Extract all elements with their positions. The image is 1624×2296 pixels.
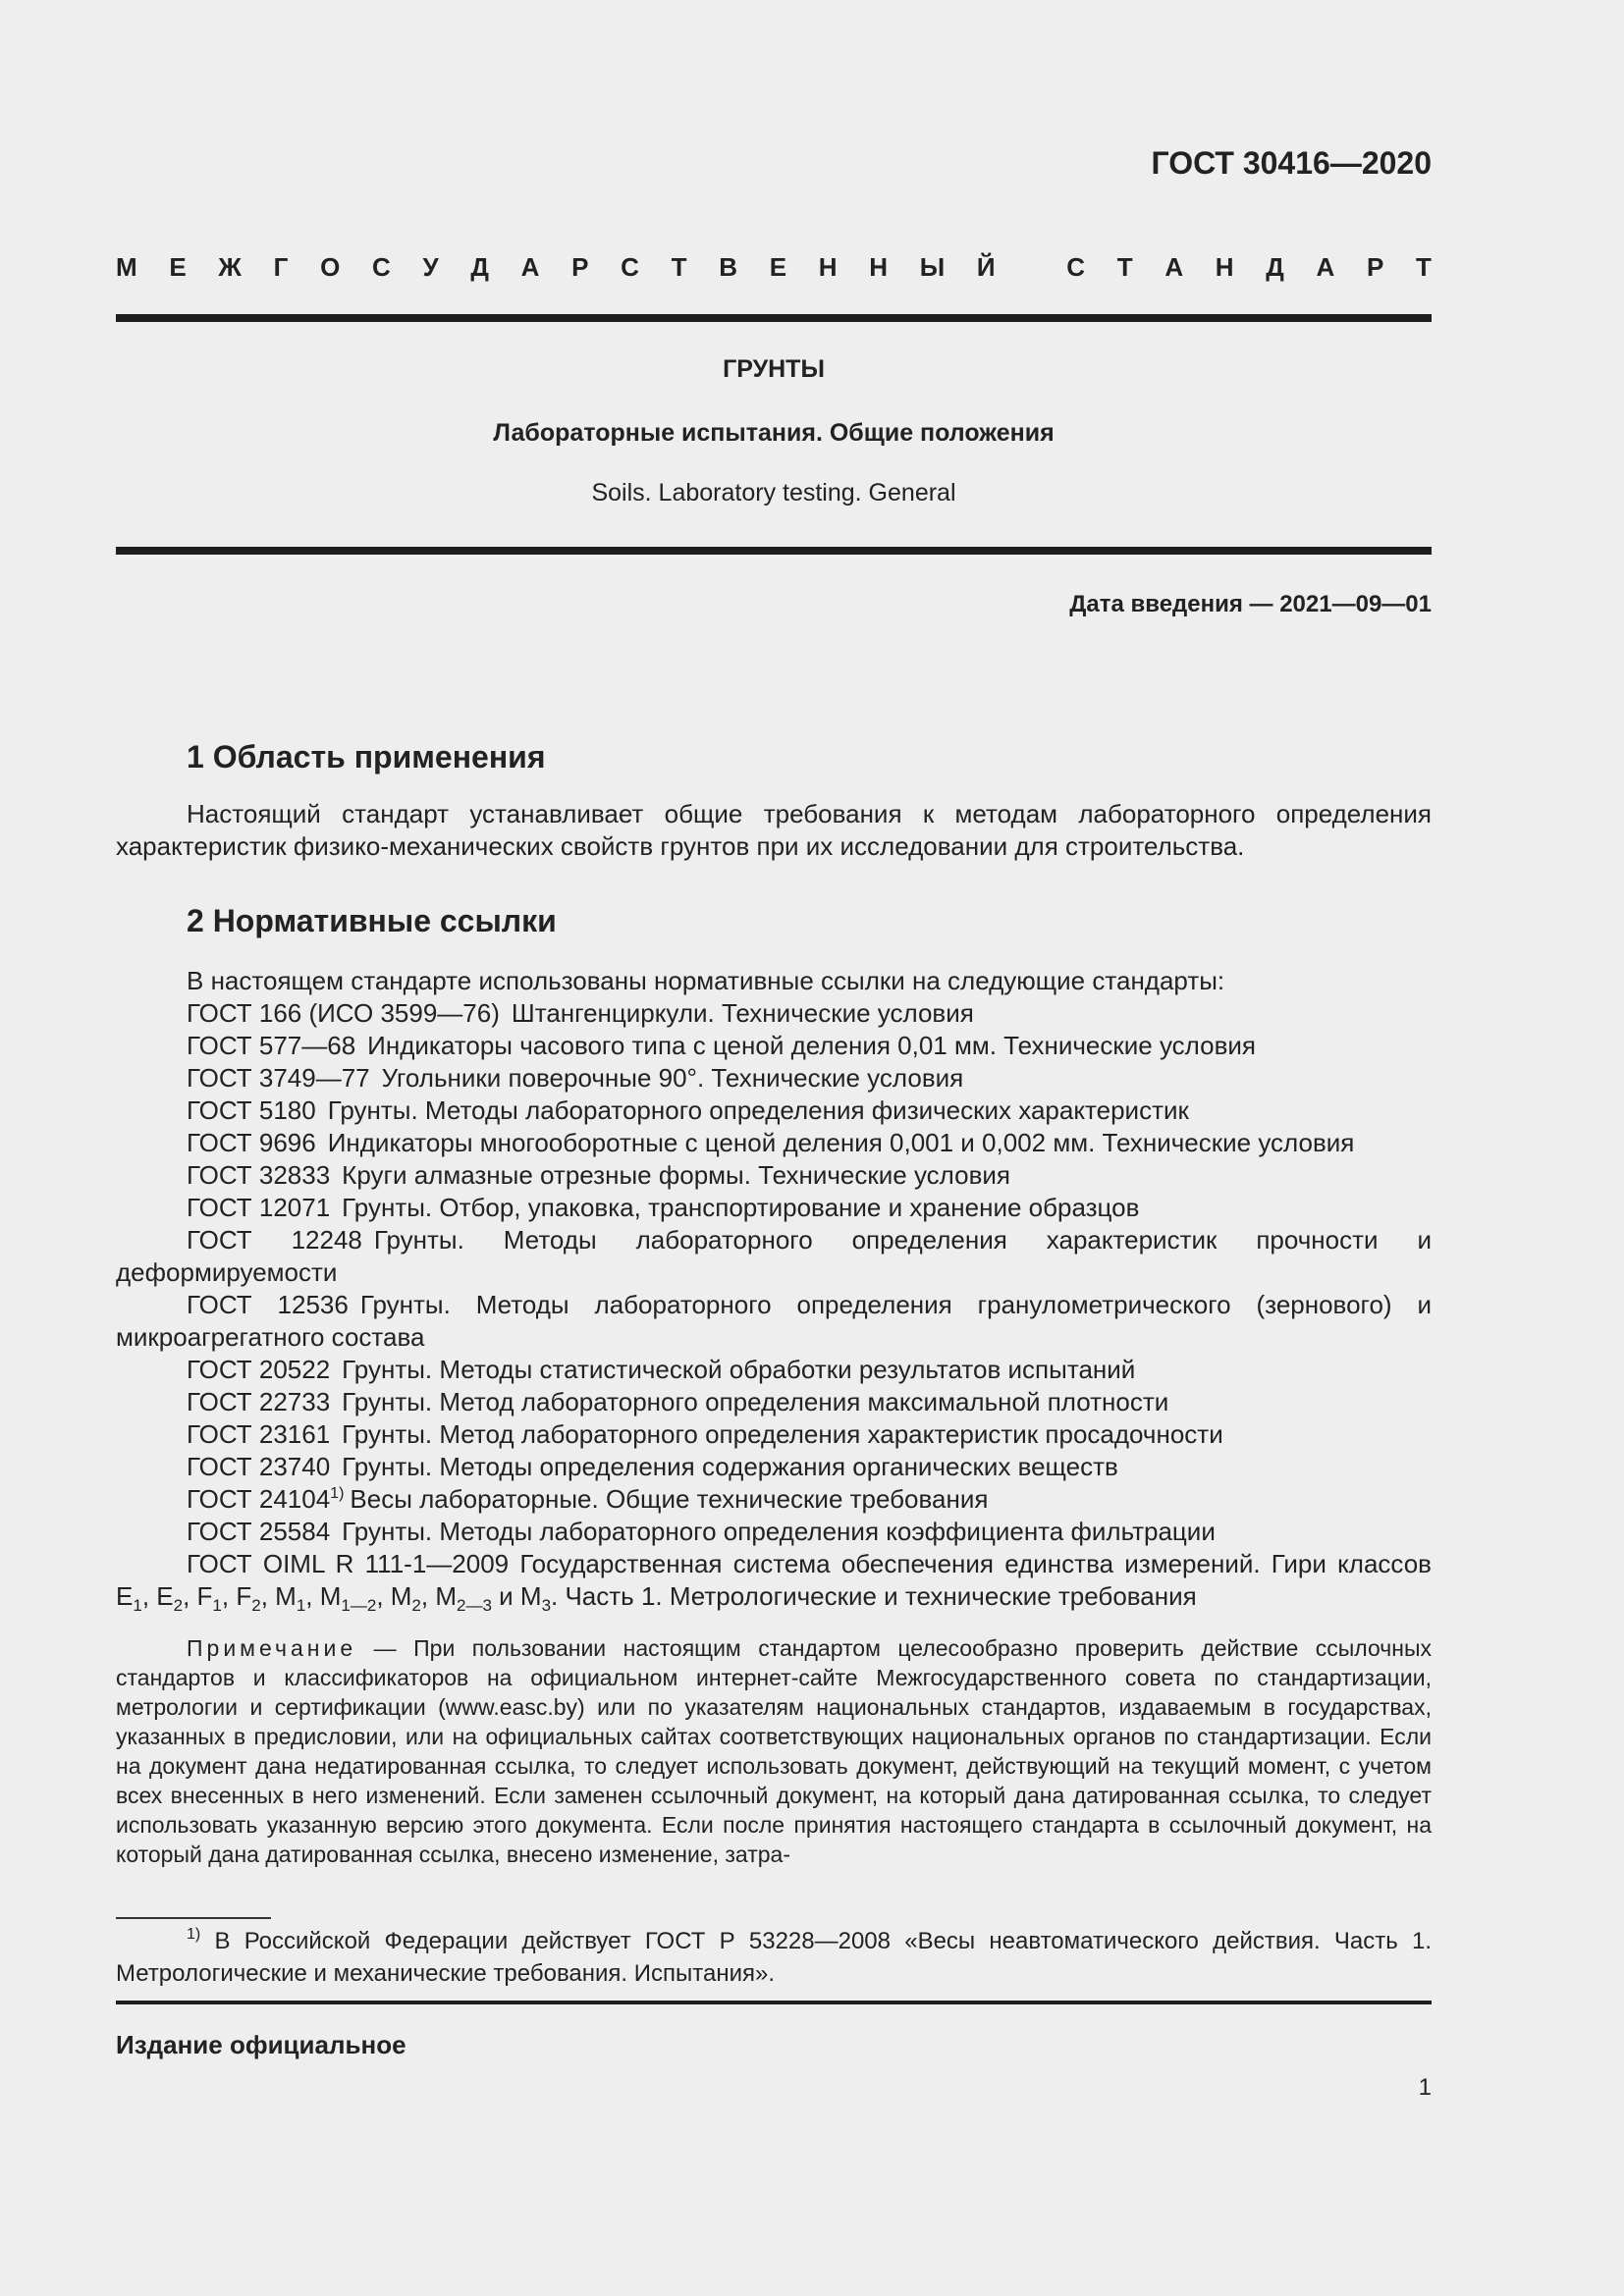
subscript: 1—2 xyxy=(341,1596,377,1615)
reference-item xyxy=(116,1062,1432,1095)
reference-title: Грунты. Методы лабораторного определения характеристик прочности и деформируемости xyxy=(116,1225,1432,1287)
document-title-english: Soils. Laboratory testing. General xyxy=(591,479,956,507)
reference-item xyxy=(116,1030,1432,1062)
reference-title: Круги алмазные отрезные формы. Технические условия xyxy=(342,1160,1010,1190)
document-number: ГОСТ 30416—2020 xyxy=(1151,145,1432,181)
reference-title: Грунты. Метод лабораторного определения характеристик просадочности xyxy=(342,1419,1223,1449)
letter: С xyxy=(621,252,639,282)
reference-code: ГОСТ 25584 xyxy=(187,1517,331,1546)
reference-item xyxy=(116,1483,1432,1516)
oiml-text: , M xyxy=(305,1581,342,1611)
subscript: 2 xyxy=(251,1596,261,1615)
reference-item xyxy=(116,1224,1432,1289)
references-intro: В настоящем стандарте использованы нормативные ссылки на следующие стандарты: xyxy=(187,966,1225,995)
section-1-text xyxy=(116,798,1432,863)
letter: С xyxy=(372,252,391,282)
oiml-text: , F xyxy=(183,1581,213,1611)
reference-item xyxy=(116,1159,1432,1192)
reference-code: ГОСТ 22733 xyxy=(187,1387,331,1416)
letter: М xyxy=(116,252,137,282)
letter: Н xyxy=(869,252,889,282)
footnote-marker: 1) xyxy=(330,1485,345,1502)
oiml-text: , F xyxy=(221,1581,252,1611)
reference-code: ГОСТ 24104 xyxy=(187,1484,331,1514)
letter: Е xyxy=(769,252,787,282)
reference-title: Грунты. Методы лабораторного определения коэффициента фильтрации xyxy=(342,1517,1216,1546)
reference-title: Грунты. Методы лабораторного определения гранулометрического (зернового) и микроагрегатного состава xyxy=(116,1290,1432,1352)
reference-code: ГОСТ 12248 xyxy=(187,1225,362,1255)
reference-code: ГОСТ 12071 xyxy=(187,1193,331,1222)
letter: Т xyxy=(1416,252,1432,282)
reference-item-oiml xyxy=(116,1548,1432,1613)
reference-code: ГОСТ 5180 xyxy=(187,1095,316,1125)
word-gap xyxy=(1027,252,1034,286)
letter: В xyxy=(719,252,738,282)
note-paragraph xyxy=(116,1633,1432,1869)
letter: Е xyxy=(169,252,187,282)
letter: А xyxy=(1316,252,1335,282)
reference-title: Индикаторы часового типа с ценой деления 0,01 мм. Технические условия xyxy=(367,1031,1257,1060)
subscript: 1 xyxy=(212,1596,222,1615)
letter: А xyxy=(1164,252,1184,282)
letter: Н xyxy=(1215,252,1234,282)
header-rule xyxy=(116,314,1432,322)
subscript: 2 xyxy=(411,1596,421,1615)
standard-type-heading xyxy=(116,252,1432,286)
letter: Г xyxy=(273,252,289,282)
letter: Т xyxy=(1116,252,1133,282)
footnote xyxy=(116,1925,1432,1990)
subscript: 2 xyxy=(173,1596,184,1615)
section-2-heading: 2 Нормативные ссылки xyxy=(187,903,557,938)
reference-title: Штангенциркули. Технические условия xyxy=(511,998,974,1028)
reference-title: Грунты. Метод лабораторного определения максимальной плотности xyxy=(342,1387,1169,1416)
oiml-text: , M xyxy=(260,1581,297,1611)
reference-title: Индикаторы многооборотные с ценой деления 0,001 и 0,002 мм. Технические условия xyxy=(327,1128,1355,1157)
letter: Д xyxy=(470,252,489,282)
letter: Ж xyxy=(218,252,242,282)
letter: О xyxy=(320,252,341,282)
letter: Ы xyxy=(919,252,946,282)
document-title: ГРУНТЫ xyxy=(723,355,825,383)
reference-title: Грунты. Методы лабораторного определения физических характеристик xyxy=(327,1095,1189,1125)
reference-item xyxy=(116,1095,1432,1127)
footnote-mark: 1) xyxy=(187,1926,201,1943)
reference-item xyxy=(116,1386,1432,1418)
reference-code: ГОСТ 3749—77 xyxy=(187,1063,370,1093)
oiml-text: и M xyxy=(491,1581,542,1611)
reference-code: ГОСТ 32833 xyxy=(187,1160,331,1190)
subscript: 1 xyxy=(133,1596,142,1615)
footnote-text: В Российской Федерации действует ГОСТ Р 53228—2008 «Весы неавтоматического действия. Часть 1. Метрологические и механические требования. Испытания». xyxy=(116,1928,1432,1987)
document-page xyxy=(116,0,1432,2296)
oiml-text: , E xyxy=(141,1581,174,1611)
letter: Д xyxy=(1266,252,1284,282)
letter: Т xyxy=(671,252,687,282)
subscript: 3 xyxy=(541,1596,552,1615)
letter: Р xyxy=(571,252,589,282)
reference-title: Грунты. Отбор, упаковка, транспортирование и хранение образцов xyxy=(342,1193,1140,1222)
reference-title: Грунты. Методы определения содержания органических веществ xyxy=(342,1452,1118,1481)
reference-item xyxy=(116,1127,1432,1159)
subscript: 1 xyxy=(296,1596,306,1615)
edition-label: Издание официальное xyxy=(116,2030,406,2059)
section-1-heading: 1 Область применения xyxy=(187,739,546,774)
section-1-body: Настоящий стандарт устанавливает общие требования к методам лабораторного определения характеристик физико-механических свойств грунтов при их исследовании для строительства. xyxy=(116,799,1432,861)
oiml-text: , M xyxy=(420,1581,457,1611)
reference-code: ГОСТ 20522 xyxy=(187,1355,331,1384)
introduction-date: Дата введения — 2021—09—01 xyxy=(1069,591,1432,617)
note-text: — При пользовании настоящим стандартом целесообразно проверить действие ссылочных стандартов и классификаторов на официальном интернет-сайте Межгосударственного совета по стандартизации, метрологии и сертификации (www.easc.by) или по указателям национальных стандартов, издаваемым в государствах, указанных в предисловии, или на официальных сайтах соответствующих национальных органов по стандартизации. Если на документ дана недатированная ссылка, то следует использовать документ, действующий на текущий момент, с учетом всех внесенных в него изменений. Если заменен ссылочный документ, на который дана датированная ссылка, то следует использовать указанную версию этого документа. Если после принятия настоящего стандарта в ссылочный документ, на который дана датированная ссылка, внесено изменение, затра- xyxy=(116,1635,1432,1867)
reference-title: Угольники поверочные 90°. Технические условия xyxy=(381,1063,964,1093)
letter: Р xyxy=(1367,252,1384,282)
letter: С xyxy=(1066,252,1086,282)
title-rule xyxy=(116,547,1432,555)
reference-item xyxy=(116,1289,1432,1354)
letter: А xyxy=(520,252,540,282)
reference-code: ГОСТ 577—68 xyxy=(187,1031,356,1060)
page-number: 1 xyxy=(1418,2074,1432,2101)
reference-item xyxy=(116,997,1432,1030)
reference-item xyxy=(116,1354,1432,1386)
reference-code: ГОСТ 23740 xyxy=(187,1452,331,1481)
reference-code: ГОСТ 166 (ИСО 3599—76) xyxy=(187,998,500,1028)
letter: Н xyxy=(818,252,838,282)
reference-item xyxy=(116,1516,1432,1548)
subscript: 2—3 xyxy=(457,1596,492,1615)
note-label: Примечание xyxy=(187,1635,357,1661)
oiml-text: , M xyxy=(376,1581,412,1611)
footnote-separator xyxy=(116,1917,271,1919)
footer-rule xyxy=(116,2001,1432,2004)
letter: Й xyxy=(976,252,996,282)
reference-item xyxy=(116,1451,1432,1483)
oiml-text: . Часть 1. Метрологические и технические требования xyxy=(551,1581,1197,1611)
reference-code: ГОСТ 9696 xyxy=(187,1128,316,1157)
reference-title: Весы лабораторные. Общие технические требования xyxy=(350,1484,989,1514)
letter: У xyxy=(422,252,439,282)
reference-item xyxy=(116,1418,1432,1451)
reference-code: ГОСТ 23161 xyxy=(187,1419,331,1449)
reference-code: ГОСТ 12536 xyxy=(187,1290,349,1319)
document-subtitle: Лабораторные испытания. Общие положения xyxy=(493,419,1055,447)
oiml-text: ГОСТ OIML R 111-1—2009 Государственная система обеспечения единства измерений. Гири классов E xyxy=(116,1549,1432,1611)
reference-item xyxy=(116,1192,1432,1224)
reference-title: Грунты. Методы статистической обработки результатов испытаний xyxy=(342,1355,1136,1384)
normative-references-list xyxy=(116,965,1432,1613)
